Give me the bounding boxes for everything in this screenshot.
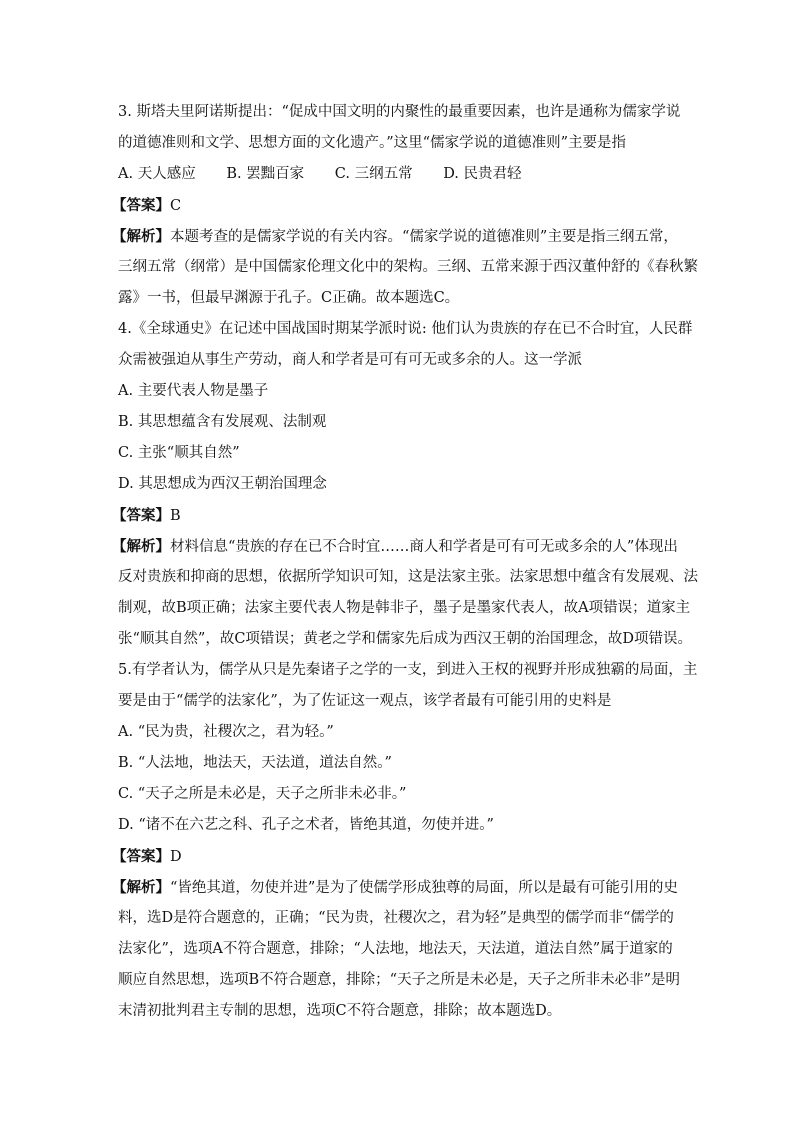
question-line: 4.《全球通史》在记述中国战国时期某学派时说: 他们认为贵族的存在已不合时宜，人民群 — [118, 321, 693, 337]
analysis-line — [112, 221, 682, 252]
question-3-options — [118, 159, 678, 190]
analysis-text: “皆绝其道，勿使并进”是为了使儒学形成独尊的局面，所以是最有可能引用的史 — [170, 880, 678, 896]
option-c: C. 三纲五常 — [334, 166, 413, 182]
question-3-stem — [118, 97, 681, 190]
analysis-line — [112, 872, 682, 903]
question-line: 的道德准则和文学、思想方面的文化遗产。”这里“儒家学说的道德准则”主要是指 — [118, 135, 626, 151]
option-b: B. 罢黜百家 — [226, 166, 305, 182]
question-line: 3. 斯塔夫里阿诺斯提出：“促成中国文明的内聚性的最重要因素，也许是通称为儒家学说 — [118, 104, 681, 120]
analysis-label: 【解析】 — [112, 538, 170, 555]
question-line: 5.有学者认为，儒学从只是先秦诸子之学的一支，到进入王权的视野并形成独霸的局面，主 — [118, 662, 698, 678]
answer-label: 【答案】 — [112, 507, 170, 524]
question-line: 众需被强迫从事生产劳动，商人和学者是可有可无或多余的人。这一学派 — [118, 352, 582, 368]
analysis-text: 材料信息“贵族的存在已不合时宜……商人和学者是可有可无或多余的人”体现出 — [170, 539, 678, 555]
option-c: C. 主张“顺其自然” — [118, 445, 240, 461]
option-b: B. “人法地，地法天，天法道，道法自然。” — [118, 755, 392, 771]
answer-value: B — [170, 508, 181, 524]
analysis-label: 【解析】 — [112, 228, 170, 245]
option-b: B. 其思想蕴含有发展观、法制观 — [118, 414, 327, 430]
analysis-line: 制观，故B项正确；法家主要代表人物是韩非子，墨子是墨家代表人，故A项错误；道家主 — [118, 600, 691, 616]
question-5-stem — [118, 655, 698, 841]
option-a: A. “民为贵，社稷次之，君为轻。” — [118, 724, 334, 740]
analysis-line: 料，选D是符合题意的，正确；“民为贵，社稷次之，君为轻”是典型的儒学而非“儒学的 — [118, 910, 674, 926]
question-4-stem — [118, 314, 693, 500]
analysis-line: 反对贵族和抑商的思想，依据所学知识可知，这是法家主张。法家思想中蕴含有发展观、法 — [118, 569, 698, 585]
analysis-line: 三纲五常（纲常）是中国儒家伦理文化中的架构。三纲、五常来源于西汉董仲舒的《春秋繁 — [118, 259, 698, 275]
option-c: C. “天子之所是未必是，天子之所非未必非。” — [118, 786, 407, 802]
question-line: 要是由于“儒学的法家化”，为了佐证这一观点，该学者最有可能引用的史料是 — [118, 693, 612, 709]
option-d: D. “诸不在六艺之科、孔子之术者，皆绝其道，勿使并进。” — [118, 817, 494, 833]
answer-value: D — [170, 849, 182, 865]
option-d: D. 其思想成为西汉王朝治国理念 — [118, 476, 327, 492]
option-d: D. 民贵君轻 — [443, 166, 522, 182]
question-4-answer-block — [112, 500, 698, 655]
analysis-text: 本题考查的是儒家学说的有关内容。“儒家学说的道德准则”主要是指三纲五常， — [170, 229, 678, 245]
analysis-line: 法家化”，选项A不符合题意，排除；“人法地，地法天，天法道，道法自然”属于道家的 — [118, 941, 673, 957]
analysis-line: 末清初批判君主专制的思想，选项C不符合题意，排除；故本题选D。 — [118, 1003, 562, 1019]
analysis-line: 顺应自然思想，选项B不符合题意，排除；“天子之所是未必是，天子之所非未必非”是明 — [118, 972, 680, 988]
analysis-line: 露》一书，但最早渊源于孔子。C正确。故本题选C。 — [118, 290, 460, 306]
answer-line — [112, 500, 682, 531]
option-a: A. 天人感应 — [118, 166, 196, 182]
analysis-line — [112, 531, 682, 562]
answer-label: 【答案】 — [112, 197, 170, 214]
option-a: A. 主要代表人物是墨子 — [118, 383, 269, 399]
answer-line — [112, 190, 682, 221]
analysis-line: 张“顺其自然”，故C项错误；黄老之学和儒家先后成为西汉王朝的治国理念，故D项错误。 — [118, 631, 693, 647]
answer-value: C — [170, 198, 182, 214]
answer-label: 【答案】 — [112, 848, 170, 865]
question-3-answer-block — [112, 190, 698, 314]
analysis-label: 【解析】 — [112, 879, 170, 896]
question-5-answer-block — [112, 841, 682, 1027]
answer-line — [112, 841, 682, 872]
